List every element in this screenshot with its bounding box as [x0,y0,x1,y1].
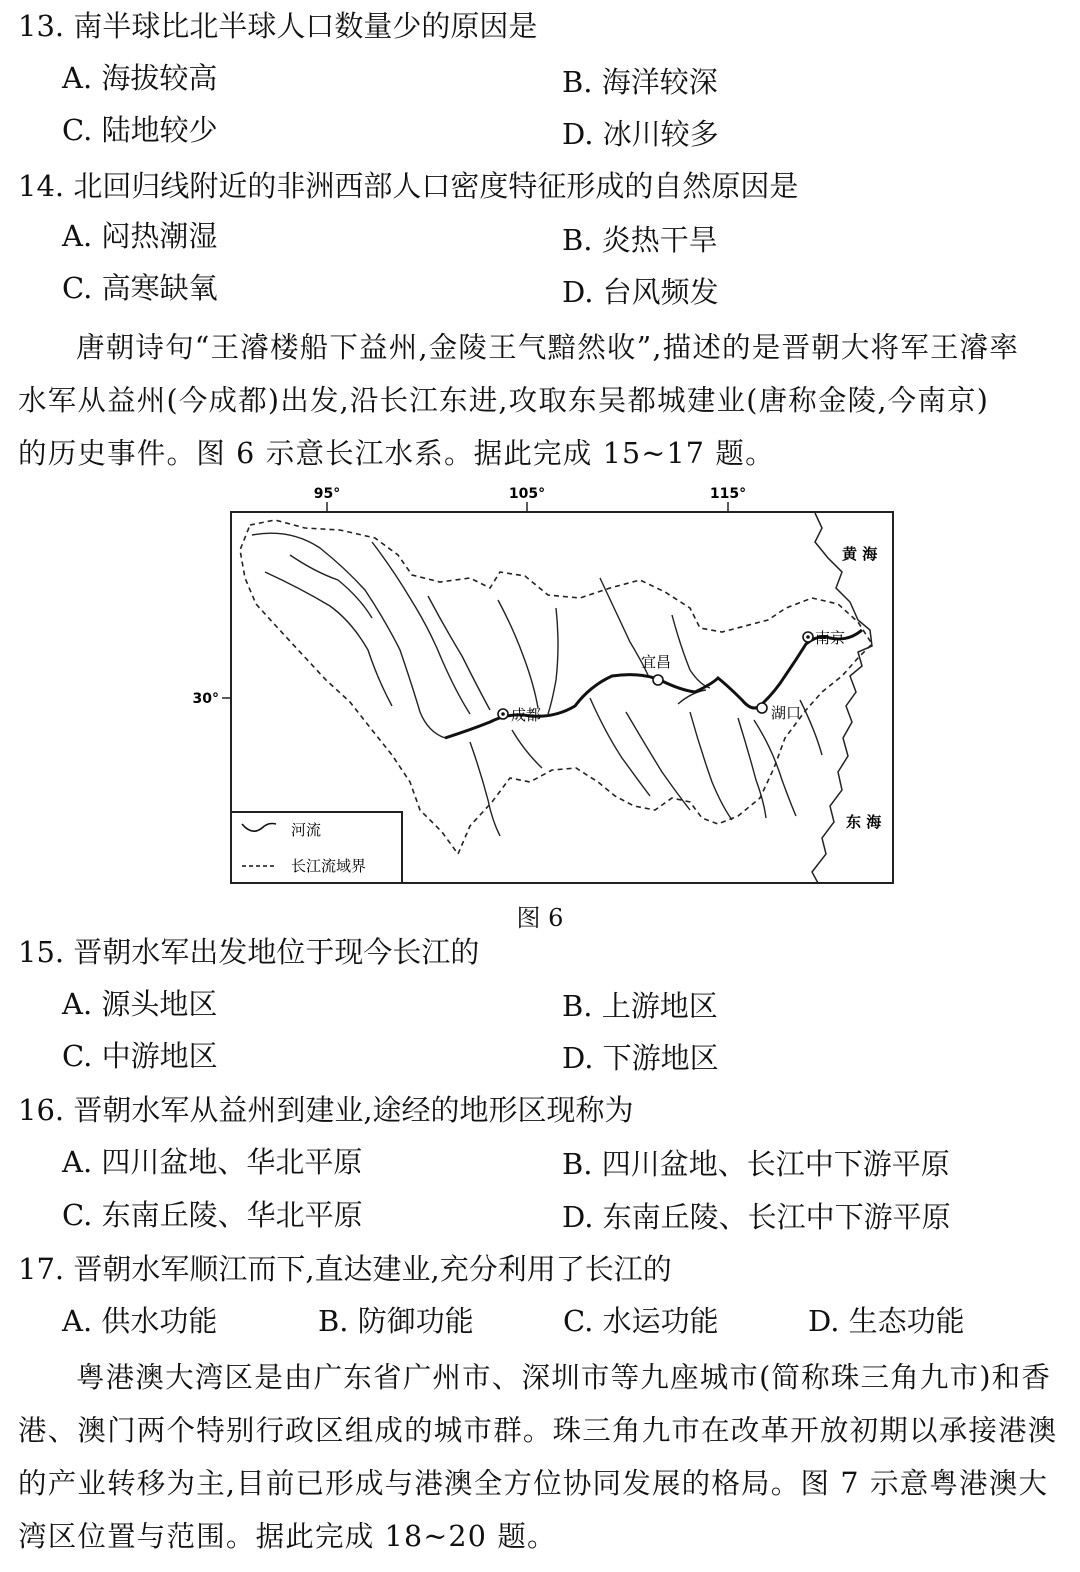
q13-option-d: D. 冰川较多 [562,117,719,151]
q14-option-c: C. 高寒缺氧 [62,271,218,305]
legend-river-label: 河流 [291,821,322,839]
lon-label-115: 115° [709,486,747,502]
passage2-line4: 湾区位置与范围。据此完成 18~20 题。 [18,1520,557,1553]
q15-option-c: C. 中游地区 [62,1039,218,1073]
map-legend [231,812,402,883]
passage2-line2: 港、澳门两个特别行政区组成的城市群。珠三角九市在改革开放初期以承接港澳 [18,1414,1058,1447]
q17-option-a: A. 供水功能 [62,1304,218,1338]
passage-greater-bay-area [18,1351,1068,1563]
q17-option-c: C. 水运功能 [563,1304,719,1338]
q14-stem: 14. 北回归线附近的非洲西部人口密度特征形成的自然原因是 [18,169,799,203]
figure6-caption: 图 6 [516,904,564,932]
q14-option-b: B. 炎热干旱 [562,223,718,257]
q15-option-a: A. 源头地区 [62,987,218,1021]
q17-option-b: B. 防御功能 [318,1304,474,1338]
passage1-line3: 的历史事件。图 6 示意长江水系。据此完成 15~17 题。 [18,437,775,470]
q16-option-d: D. 东南丘陵、长江中下游平原 [562,1200,951,1234]
passage1-line1: 唐朝诗句“王濬楼船下益州,金陵王气黯然收”,描述的是晋朝大将军王濬率 [76,331,1020,364]
q17-option-d: D. 生态功能 [808,1304,965,1338]
q15-option-d: D. 下游地区 [562,1041,719,1075]
q16-option-b: B. 四川盆地、长江中下游平原 [562,1147,950,1181]
q15-stem: 15. 晋朝水军出发地位于现今长江的 [18,935,480,969]
city-label-yichang: 宜昌 [641,653,672,671]
city-label-nanjing: 南京 [815,629,846,647]
q16-stem: 16. 晋朝水军从益州到建业,途经的地形区现称为 [18,1093,634,1127]
passage2-line3: 的产业转移为主,目前已形成与港澳全方位协同发展的格局。图 7 示意粤港澳大 [18,1467,1049,1500]
q13-stem: 13. 南半球比北半球人口数量少的原因是 [18,9,538,43]
q16-option-a: A. 四川盆地、华北平原 [62,1145,363,1179]
q17-stem: 17. 晋朝水军顺江而下,直达建业,充分利用了长江的 [18,1252,672,1286]
lon-label-95: 95° [313,486,341,502]
passage1-line2: 水军从益州(今成都)出发,沿长江东进,攻取东吴都城建业(唐称金陵,今南京) [18,384,990,417]
q13-option-c: C. 陆地较少 [62,113,218,147]
sea-label-donghai: 东 海 [846,813,882,831]
q13-option-b: B. 海洋较深 [562,65,718,99]
yangtze-river-map [0,480,1080,895]
lon-label-105: 105° [508,486,546,502]
q13-option-a: A. 海拔较高 [62,61,218,95]
city-label-chengdu: 成都 [511,706,542,724]
passage2-line1: 粤港澳大湾区是由广东省广州市、深圳市等九座城市(简称珠三角九市)和香 [76,1361,1052,1394]
city-marker-hukou [757,703,767,713]
lat-label-30: 30° [192,691,219,707]
legend-boundary-label: 长江流域界 [291,857,367,875]
passage-tang-poem [18,321,1068,480]
city-label-hukou: 湖口 [771,704,802,722]
sea-label-huanghai: 黄 海 [842,545,878,563]
q15-option-b: B. 上游地区 [562,989,718,1023]
city-marker-yichang [653,675,663,685]
q14-option-a: A. 闷热潮湿 [62,219,218,253]
q14-option-d: D. 台风频发 [562,275,719,309]
q16-option-c: C. 东南丘陵、华北平原 [62,1198,363,1232]
